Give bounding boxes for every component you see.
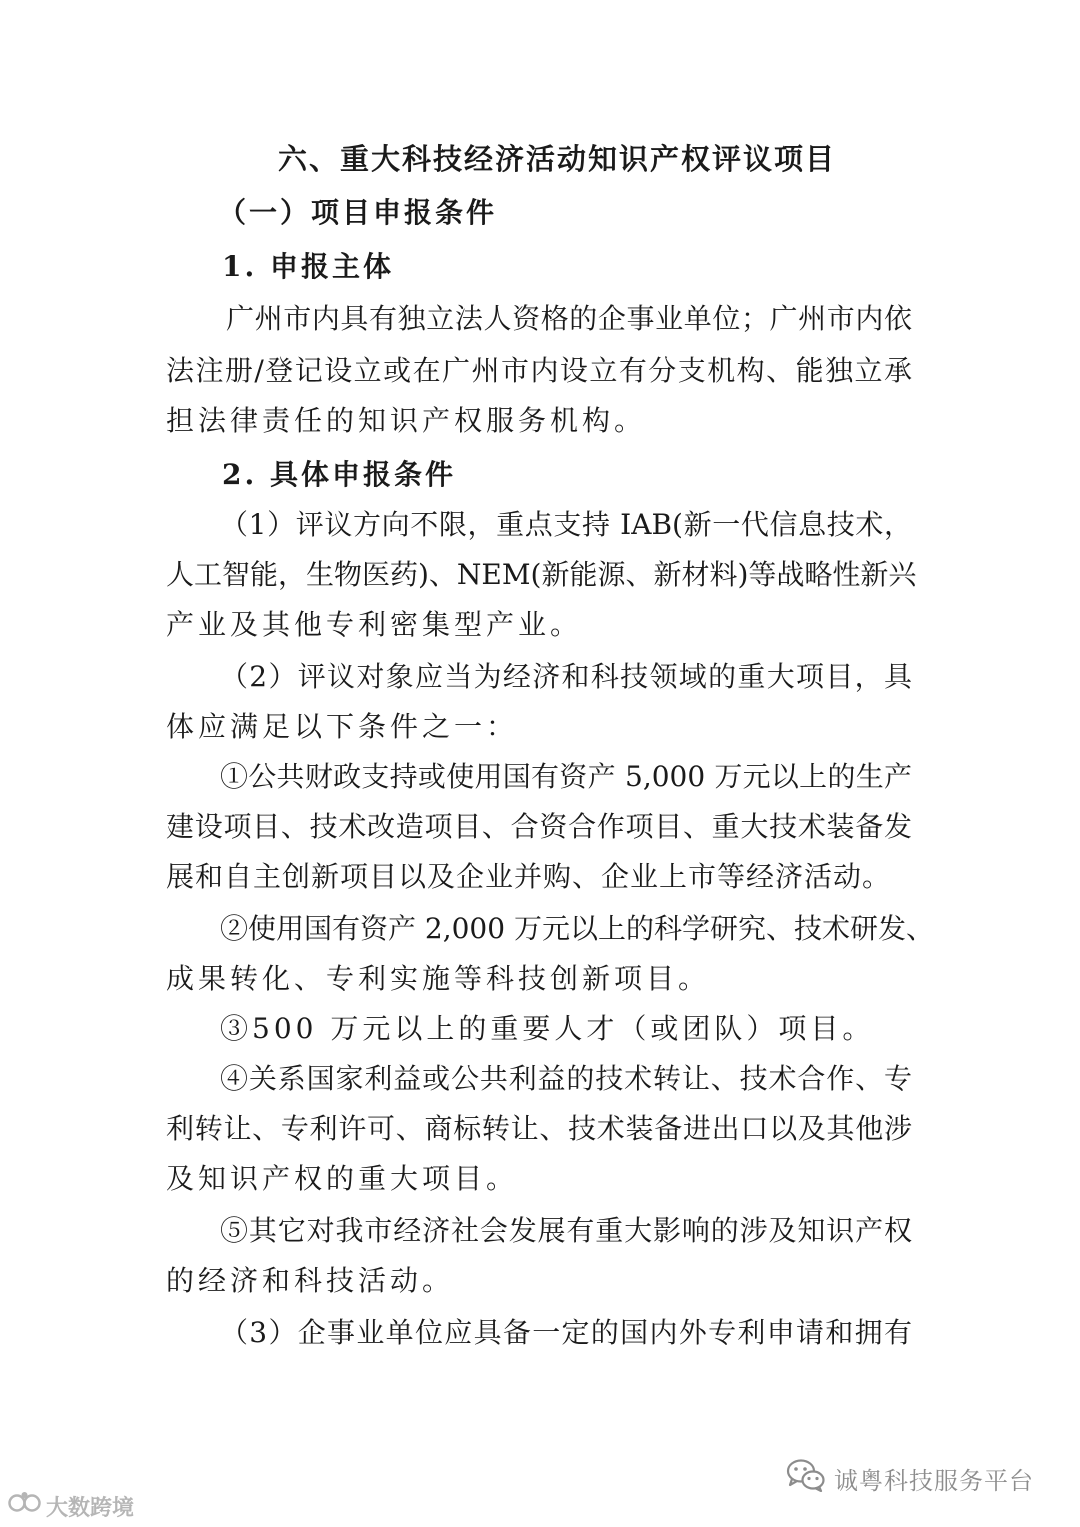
list-item-line: ④关系国家利益或公共利益的技术转让、技术合作、专 [220, 1062, 912, 1095]
subheading-applicant: 1. 申报主体 [222, 250, 394, 283]
list-item-line: 利转让、专利许可、商标转让、技术装备进出口以及其他涉 [166, 1112, 912, 1145]
paragraph-line: 法注册/登记设立或在广州市内设立有分支机构、能独立承 [166, 354, 912, 387]
list-item-line: ①公共财政支持或使用国有资产 5,000 万元以上的生产 [220, 760, 912, 793]
wechat-watermark [786, 1458, 1034, 1498]
paragraph-line: （3）企事业单位应具备一定的国内外专利申请和拥有 [220, 1316, 912, 1349]
document-title: 六、重大科技经济活动知识产权评议项目 [278, 142, 837, 176]
brand-watermark-text: 大数跨境 [46, 1495, 135, 1521]
paragraph-line: 广州市内具有独立法人资格的企事业单位；广州市内依 [226, 302, 912, 335]
paragraph-line: 产业及其他专利密集型产业。 [166, 608, 583, 641]
list-item-line: 的经济和科技活动。 [166, 1264, 455, 1297]
list-item-line: 成果转化、专利实施等科技创新项目。 [166, 962, 711, 995]
dashu-logo-icon [8, 1490, 42, 1522]
list-item-line: 建设项目、技术改造项目、合资合作项目、重大技术装备发 [166, 810, 912, 843]
paragraph-line: （2）评议对象应当为经济和科技领域的重大项目，具 [220, 660, 912, 693]
subheading-conditions: 2. 具体申报条件 [222, 458, 456, 491]
list-item-line: 展和自主创新项目以及企业并购、企业上市等经济活动。 [166, 860, 890, 893]
wechat-icon [786, 1458, 826, 1498]
brand-watermark [8, 1490, 134, 1522]
list-item-line: ②使用国有资产 2,000 万元以上的科学研究、技术研发、 [220, 912, 934, 945]
list-item-line: ③500 万元以上的重要人才（或团队）项目。 [220, 1012, 875, 1045]
paragraph-line: 人工智能，生物医药)、NEM(新能源、新材料)等战略性新兴 [166, 558, 917, 591]
wechat-watermark-text: 诚粤科技服务平台 [834, 1466, 1034, 1495]
section-heading: （一）项目申报条件 [218, 196, 498, 229]
paragraph-line: 体应满足以下条件之一： [166, 710, 519, 743]
paragraph-line: 担法律责任的知识产权服务机构。 [166, 404, 647, 437]
paragraph-line: （1）评议方向不限，重点支持 IAB(新一代信息技术， [220, 508, 912, 541]
list-item-line: ⑤其它对我市经济社会发展有重大影响的涉及知识产权 [220, 1214, 912, 1247]
list-item-line: 及知识产权的重大项目。 [166, 1162, 519, 1195]
